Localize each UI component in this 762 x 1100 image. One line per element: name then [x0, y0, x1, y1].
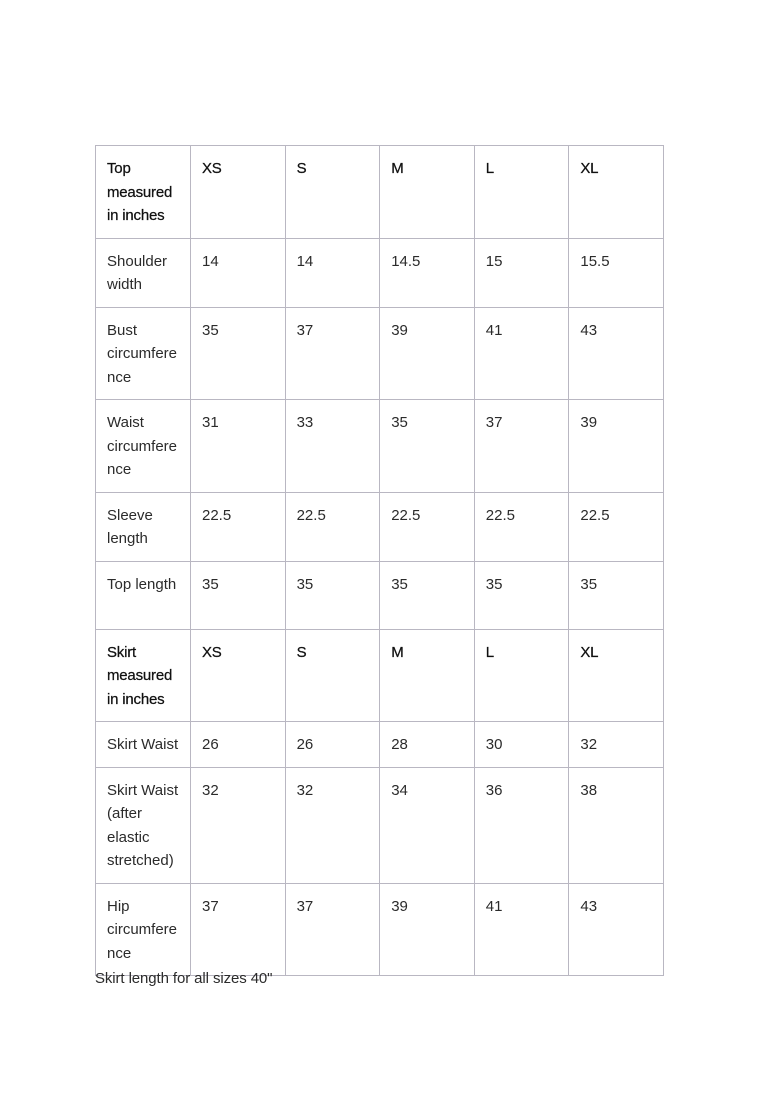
cell-value: 35: [285, 561, 380, 629]
top-header-label: Top measured in inches: [96, 146, 191, 239]
cell-value: 35: [380, 561, 475, 629]
cell-value: 32: [285, 767, 380, 883]
cell-value: 41: [474, 883, 569, 976]
row-label: Skirt Waist: [96, 722, 191, 768]
cell-value: 15.5: [569, 238, 664, 307]
cell-value: 14: [285, 238, 380, 307]
cell-value: 30: [474, 722, 569, 768]
cell-value: 14: [191, 238, 286, 307]
cell-value: 37: [285, 307, 380, 400]
size-header-xl: XL: [569, 146, 664, 239]
cell-value: 15: [474, 238, 569, 307]
cell-value: 37: [474, 400, 569, 493]
table-row: [96, 883, 664, 976]
table-row: [96, 722, 664, 768]
size-header-s: S: [285, 629, 380, 722]
table-row: [96, 307, 664, 400]
cell-value: 43: [569, 883, 664, 976]
size-header-s: S: [285, 146, 380, 239]
table-row: [96, 561, 664, 629]
cell-value: 28: [380, 722, 475, 768]
cell-value: 35: [569, 561, 664, 629]
row-label: Skirt Waist (after elastic stretched): [96, 767, 191, 883]
cell-value: 35: [191, 307, 286, 400]
size-header-xs: XS: [191, 629, 286, 722]
cell-value: 22.5: [474, 492, 569, 561]
cell-value: 43: [569, 307, 664, 400]
cell-value: 14.5: [380, 238, 475, 307]
size-header-m: M: [380, 629, 475, 722]
skirt-header-row: [96, 629, 664, 722]
cell-value: 39: [380, 883, 475, 976]
cell-value: 22.5: [191, 492, 286, 561]
cell-value: 39: [569, 400, 664, 493]
row-label: Waist circumference: [96, 400, 191, 493]
table-row: [96, 767, 664, 883]
cell-value: 35: [191, 561, 286, 629]
top-header-row: [96, 146, 664, 239]
cell-value: 26: [191, 722, 286, 768]
table-row: [96, 492, 664, 561]
cell-value: 33: [285, 400, 380, 493]
cell-value: 37: [191, 883, 286, 976]
cell-value: 37: [285, 883, 380, 976]
cell-value: 39: [380, 307, 475, 400]
size-header-l: L: [474, 629, 569, 722]
table-row: [96, 238, 664, 307]
size-header-m: M: [380, 146, 475, 239]
row-label: Shoulder width: [96, 238, 191, 307]
row-label: Bust circumference: [96, 307, 191, 400]
cell-value: 35: [380, 400, 475, 493]
cell-value: 26: [285, 722, 380, 768]
cell-value: 34: [380, 767, 475, 883]
row-label: Hip circumference: [96, 883, 191, 976]
size-header-xs: XS: [191, 146, 286, 239]
cell-value: 36: [474, 767, 569, 883]
cell-value: 31: [191, 400, 286, 493]
cell-value: 22.5: [285, 492, 380, 561]
row-label: Sleeve length: [96, 492, 191, 561]
cell-value: 22.5: [569, 492, 664, 561]
skirt-header-label: Skirt measured in inches: [96, 629, 191, 722]
cell-value: 32: [191, 767, 286, 883]
size-chart-table: [95, 145, 664, 976]
skirt-length-footnote: Skirt length for all sizes 40": [95, 970, 273, 987]
row-label: Top length: [96, 561, 191, 629]
cell-value: 22.5: [380, 492, 475, 561]
cell-value: 32: [569, 722, 664, 768]
size-header-l: L: [474, 146, 569, 239]
cell-value: 38: [569, 767, 664, 883]
cell-value: 35: [474, 561, 569, 629]
table-row: [96, 400, 664, 493]
size-header-xl: XL: [569, 629, 664, 722]
cell-value: 41: [474, 307, 569, 400]
